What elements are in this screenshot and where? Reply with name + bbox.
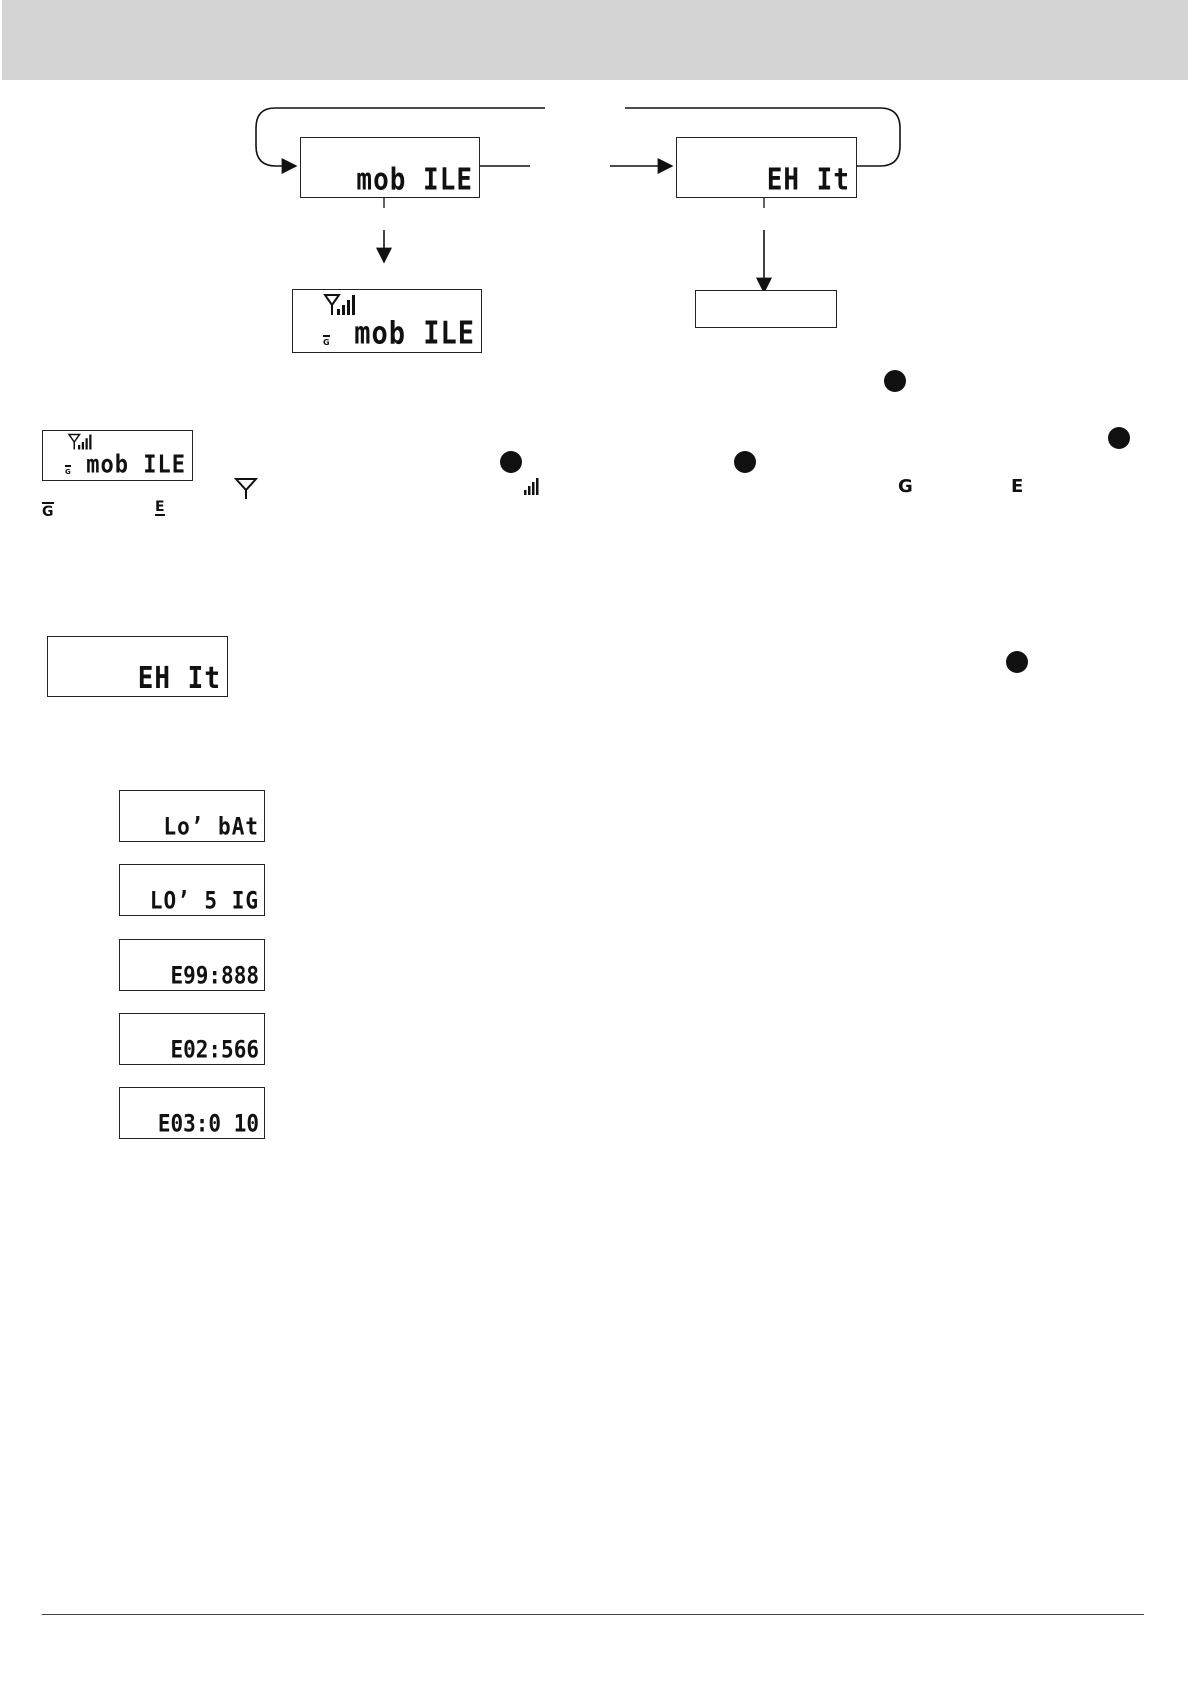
g-glyph: G bbox=[898, 476, 913, 497]
lcd-message bbox=[119, 864, 265, 916]
step-marker bbox=[1006, 651, 1028, 673]
e-glyph: E bbox=[1011, 476, 1024, 497]
flow-connectors bbox=[0, 0, 1190, 400]
step-marker bbox=[500, 451, 522, 473]
lcd-text: mob ILE bbox=[354, 315, 475, 352]
step-marker bbox=[884, 370, 906, 392]
lcd-text: E03:0 10 bbox=[157, 1109, 259, 1138]
footer-rule bbox=[42, 1614, 1144, 1615]
lcd-text: Lo’ bAt bbox=[163, 812, 259, 841]
antenna-signal-icon bbox=[323, 293, 359, 317]
lcd-message bbox=[119, 939, 265, 991]
step-marker bbox=[734, 451, 756, 473]
antenna-signal-icon bbox=[67, 433, 95, 451]
lcd-text: mob ILE bbox=[86, 450, 186, 480]
step-marker bbox=[1108, 427, 1130, 449]
lcd-message bbox=[119, 1087, 265, 1139]
lcd-exit bbox=[676, 137, 857, 198]
lcd-mobile bbox=[300, 137, 480, 198]
antenna-icon bbox=[234, 476, 258, 500]
g-overbar-glyph: G bbox=[42, 504, 54, 520]
lcd-text: mob ILE bbox=[356, 162, 473, 198]
lcd-text: EH It bbox=[766, 162, 850, 198]
gprs-indicator: G bbox=[65, 465, 71, 476]
lcd-text: LO’ 5 IG bbox=[149, 886, 259, 915]
lcd-text: E99:888 bbox=[170, 961, 259, 990]
lcd-text: EH It bbox=[137, 661, 221, 697]
gprs-indicator: G bbox=[323, 335, 330, 347]
lcd-message bbox=[119, 1013, 265, 1065]
lcd-mobile-result bbox=[292, 289, 482, 353]
signal-bars-icon bbox=[524, 477, 540, 495]
lcd-text: E02:566 bbox=[170, 1035, 259, 1064]
exit-result-box bbox=[695, 290, 837, 328]
e-underbar-glyph: E bbox=[155, 499, 165, 515]
lcd-exit-section bbox=[47, 636, 228, 697]
lcd-message bbox=[119, 790, 265, 842]
lcd-mobile-section bbox=[42, 430, 193, 481]
